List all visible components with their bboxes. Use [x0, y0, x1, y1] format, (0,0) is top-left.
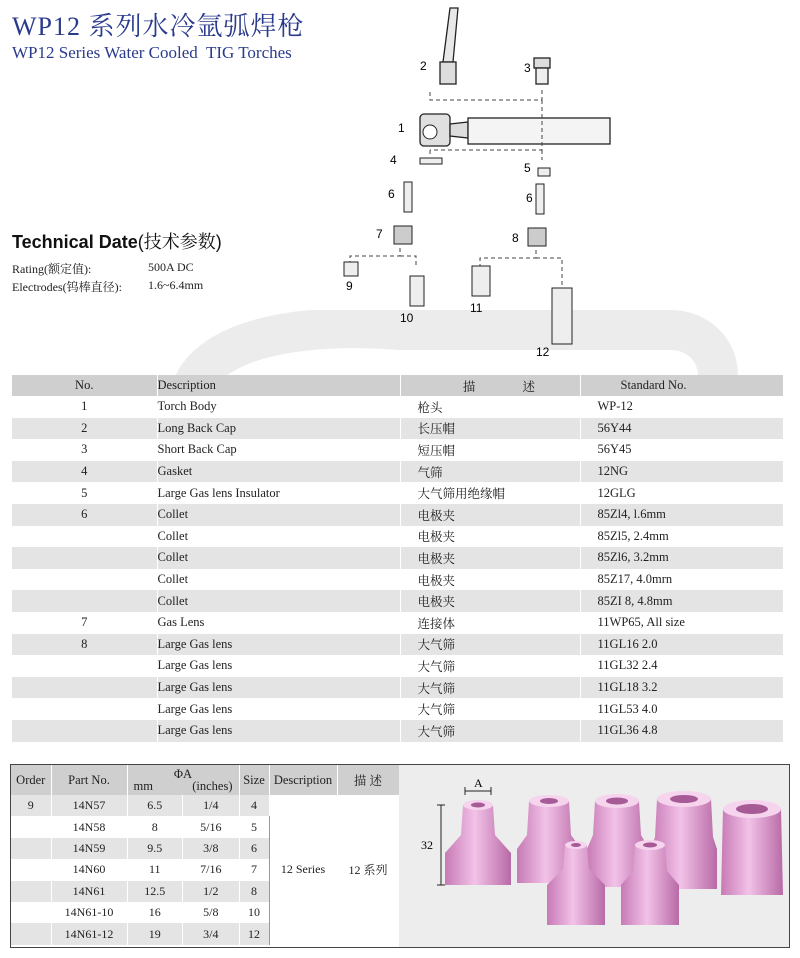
- cell-size: 8: [239, 881, 269, 902]
- cell-no: 5: [12, 482, 157, 504]
- spec-list: [12, 260, 222, 295]
- cell-no: [12, 698, 157, 720]
- phi-a-label: ΦA: [173, 767, 193, 781]
- col-description: Description: [269, 765, 337, 795]
- col-phi-a: [127, 765, 239, 795]
- cell-inches: 5/16: [183, 816, 239, 837]
- nozzle-table-header: [11, 765, 399, 795]
- gas-lens-part: [394, 226, 546, 246]
- cell-description-cn: 大气筛: [400, 677, 580, 699]
- cell-description-cn: 大气筛: [400, 698, 580, 720]
- cell-description-cn: 电极夹: [400, 526, 580, 548]
- table-row: [12, 526, 784, 548]
- nozzle-row: [11, 795, 399, 816]
- cell-description-cn: 连接体: [400, 612, 580, 634]
- col-description-cn: 描 述: [337, 765, 399, 795]
- table-row: [12, 720, 784, 742]
- cell-part-no: 14N59: [51, 838, 127, 859]
- col-description-cn: 描 述: [400, 375, 580, 396]
- cell-description-cn: 气筛: [400, 461, 580, 483]
- cell-description: Collet: [157, 504, 400, 526]
- cell-description: Short Back Cap: [157, 439, 400, 461]
- cell-size: 4: [239, 795, 269, 816]
- table-row: [12, 677, 784, 699]
- table-row: [12, 396, 784, 418]
- gasket-part: [420, 158, 442, 164]
- cell-no: 3: [12, 439, 157, 461]
- header: [12, 6, 305, 63]
- cell-description: Long Back Cap: [157, 418, 400, 440]
- cell-description-cn: 枪头: [400, 396, 580, 418]
- cell-mm: 16: [127, 902, 183, 923]
- cell-mm: 19: [127, 923, 183, 944]
- mm-label: mm: [133, 779, 153, 793]
- insulator-part: [538, 168, 550, 176]
- cell-no: [12, 590, 157, 612]
- col-part-no: Part No.: [51, 765, 127, 795]
- cell-description-cn: 大气筛用绝缘帽: [400, 482, 580, 504]
- cell-description: Collet: [157, 526, 400, 548]
- cell-order: [11, 859, 51, 880]
- cell-series: 12 Series: [269, 795, 337, 945]
- label-11: 11: [470, 301, 483, 315]
- cell-standard-no: 85ZI 8, 4.8mm: [580, 590, 784, 612]
- cell-size: 6: [239, 838, 269, 859]
- cell-no: [12, 677, 157, 699]
- cell-size: 5: [239, 816, 269, 837]
- page-subtitle: WP12 Series Water Cooled TIG Torches: [12, 43, 292, 62]
- cell-standard-no: 85Zl4, l.6mm: [580, 504, 784, 526]
- col-no: No.: [12, 375, 157, 396]
- cell-description-cn: 大气筛: [400, 720, 580, 742]
- label-2: 2: [420, 59, 427, 73]
- nozzle-parts: [344, 262, 572, 344]
- cell-description: Torch Body: [157, 396, 400, 418]
- parts-table: [12, 375, 784, 742]
- rating-label: Rating(额定值):: [12, 262, 92, 276]
- cell-no: [12, 655, 157, 677]
- cell-size: 12: [239, 923, 269, 944]
- table-row: [12, 547, 784, 569]
- cell-standard-no: 85Zl6, 3.2mm: [580, 547, 784, 569]
- cell-description: Large Gas lens: [157, 634, 400, 656]
- cell-no: 4: [12, 461, 157, 483]
- cell-no: [12, 526, 157, 548]
- table-row: [12, 482, 784, 504]
- cell-no: [12, 547, 157, 569]
- col-order: Order: [11, 765, 51, 795]
- label-7: 7: [376, 227, 383, 241]
- cell-size: 10: [239, 902, 269, 923]
- cell-order: [11, 838, 51, 859]
- cell-no: 8: [12, 634, 157, 656]
- table-row: [12, 461, 784, 483]
- cell-description: Gasket: [157, 461, 400, 483]
- exploded-diagram: [330, 0, 630, 370]
- label-9: 9: [346, 279, 353, 293]
- short-back-cap-part: [534, 58, 550, 84]
- technical-title: Technical Date(技术参数): [12, 232, 222, 252]
- cell-no: 1: [12, 396, 157, 418]
- cell-mm: 12.5: [127, 881, 183, 902]
- cell-standard-no: 11GL53 4.0: [580, 698, 784, 720]
- cell-part-no: 14N61: [51, 881, 127, 902]
- cell-no: 6: [12, 504, 157, 526]
- collet-part: [404, 182, 544, 214]
- cell-order: [11, 881, 51, 902]
- cell-mm: 9.5: [127, 838, 183, 859]
- cell-description: Large Gas lens: [157, 677, 400, 699]
- cell-standard-no: 11GL18 3.2: [580, 677, 784, 699]
- cell-description: Collet: [157, 547, 400, 569]
- label-12: 12: [536, 345, 550, 359]
- label-6a: 6: [388, 187, 395, 201]
- cell-inches: 1/4: [183, 795, 239, 816]
- cell-description-cn: 长压帽: [400, 418, 580, 440]
- cell-order: 9: [11, 795, 51, 816]
- cell-inches: 5/8: [183, 902, 239, 923]
- label-5: 5: [524, 161, 531, 175]
- cell-description: Large Gas lens: [157, 655, 400, 677]
- cell-order: [11, 816, 51, 837]
- cell-description: Collet: [157, 569, 400, 591]
- cell-standard-no: 12GLG: [580, 482, 784, 504]
- cell-no: [12, 720, 157, 742]
- ceramic-cups-image: [399, 765, 789, 947]
- cell-no: 2: [12, 418, 157, 440]
- nozzle-table: [11, 765, 400, 945]
- technical-data: [12, 228, 222, 295]
- cup-dimensioned: [445, 800, 511, 885]
- long-back-cap-part: [440, 8, 458, 84]
- cell-description-cn: 电极夹: [400, 547, 580, 569]
- cell-mm: 6.5: [127, 795, 183, 816]
- cell-standard-no: 11GL36 4.8: [580, 720, 784, 742]
- cell-description: Gas Lens: [157, 612, 400, 634]
- cell-size: 7: [239, 859, 269, 880]
- table-row: [12, 634, 784, 656]
- cell-inches: 3/8: [183, 838, 239, 859]
- table-row: [12, 418, 784, 440]
- table-row: [12, 590, 784, 612]
- table-row: [12, 698, 784, 720]
- cell-description-cn: 大气筛: [400, 634, 580, 656]
- table-row: [12, 504, 784, 526]
- cell-mm: 11: [127, 859, 183, 880]
- cell-series-cn: 12 系列: [337, 795, 399, 945]
- col-size: Size: [239, 765, 269, 795]
- cell-part-no: 14N60: [51, 859, 127, 880]
- cell-part-no: 14N61-12: [51, 923, 127, 944]
- table-row: [12, 612, 784, 634]
- cell-description-cn: 电极夹: [400, 569, 580, 591]
- cell-standard-no: 11GL16 2.0: [580, 634, 784, 656]
- cell-part-no: 14N57: [51, 795, 127, 816]
- cell-description-cn: 电极夹: [400, 590, 580, 612]
- cell-order: [11, 902, 51, 923]
- electrodes-value: 1.6~6.4mm: [148, 278, 204, 292]
- cell-order: [11, 923, 51, 944]
- dim-32-label: 32: [421, 838, 433, 852]
- cell-description-cn: 短压帽: [400, 439, 580, 461]
- dim-a-label: A: [474, 776, 483, 790]
- inches-label: (inches): [192, 779, 233, 793]
- cell-inches: 7/16: [183, 859, 239, 880]
- cup-5: [721, 800, 783, 895]
- rating-value: 500A DC: [148, 260, 194, 274]
- label-10: 10: [400, 311, 414, 325]
- cell-standard-no: 85Zl5, 2.4mm: [580, 526, 784, 548]
- cell-description: Large Gas lens Insulator: [157, 482, 400, 504]
- electrodes-label: Electrodes(钨棒直径):: [12, 280, 122, 294]
- cell-inches: 3/4: [183, 923, 239, 944]
- cell-standard-no: 56Y45: [580, 439, 784, 461]
- cell-part-no: 14N58: [51, 816, 127, 837]
- cell-mm: 8: [127, 816, 183, 837]
- cell-standard-no: 56Y44: [580, 418, 784, 440]
- cell-description: Collet: [157, 590, 400, 612]
- cell-description: Large Gas lens: [157, 698, 400, 720]
- cell-part-no: 14N61-10: [51, 902, 127, 923]
- label-3: 3: [524, 61, 531, 75]
- table-row: [12, 439, 784, 461]
- cell-standard-no: 85Z17, 4.0mrn: [580, 569, 784, 591]
- label-1: 1: [398, 121, 405, 135]
- cell-standard-no: 12NG: [580, 461, 784, 483]
- table-row: [12, 655, 784, 677]
- cell-description-cn: 大气筛: [400, 655, 580, 677]
- cell-no: 7: [12, 612, 157, 634]
- nozzle-section: [10, 764, 790, 948]
- label-6b: 6: [526, 191, 533, 205]
- page-title: WP12 系列水冷氩弧焊枪: [12, 12, 305, 41]
- cell-standard-no: WP-12: [580, 396, 784, 418]
- cell-standard-no: 11WP65, All size: [580, 612, 784, 634]
- label-8: 8: [512, 231, 519, 245]
- parts-table-header: [12, 375, 784, 396]
- cell-description: Large Gas lens: [157, 720, 400, 742]
- torch-body-part: [420, 114, 610, 146]
- col-description: Description: [157, 375, 400, 396]
- cell-inches: 1/2: [183, 881, 239, 902]
- cell-description-cn: 电极夹: [400, 504, 580, 526]
- table-row: [12, 569, 784, 591]
- label-4: 4: [390, 153, 397, 167]
- col-standard-no: Standard No.: [580, 375, 784, 396]
- cell-standard-no: 11GL32 2.4: [580, 655, 784, 677]
- cell-no: [12, 569, 157, 591]
